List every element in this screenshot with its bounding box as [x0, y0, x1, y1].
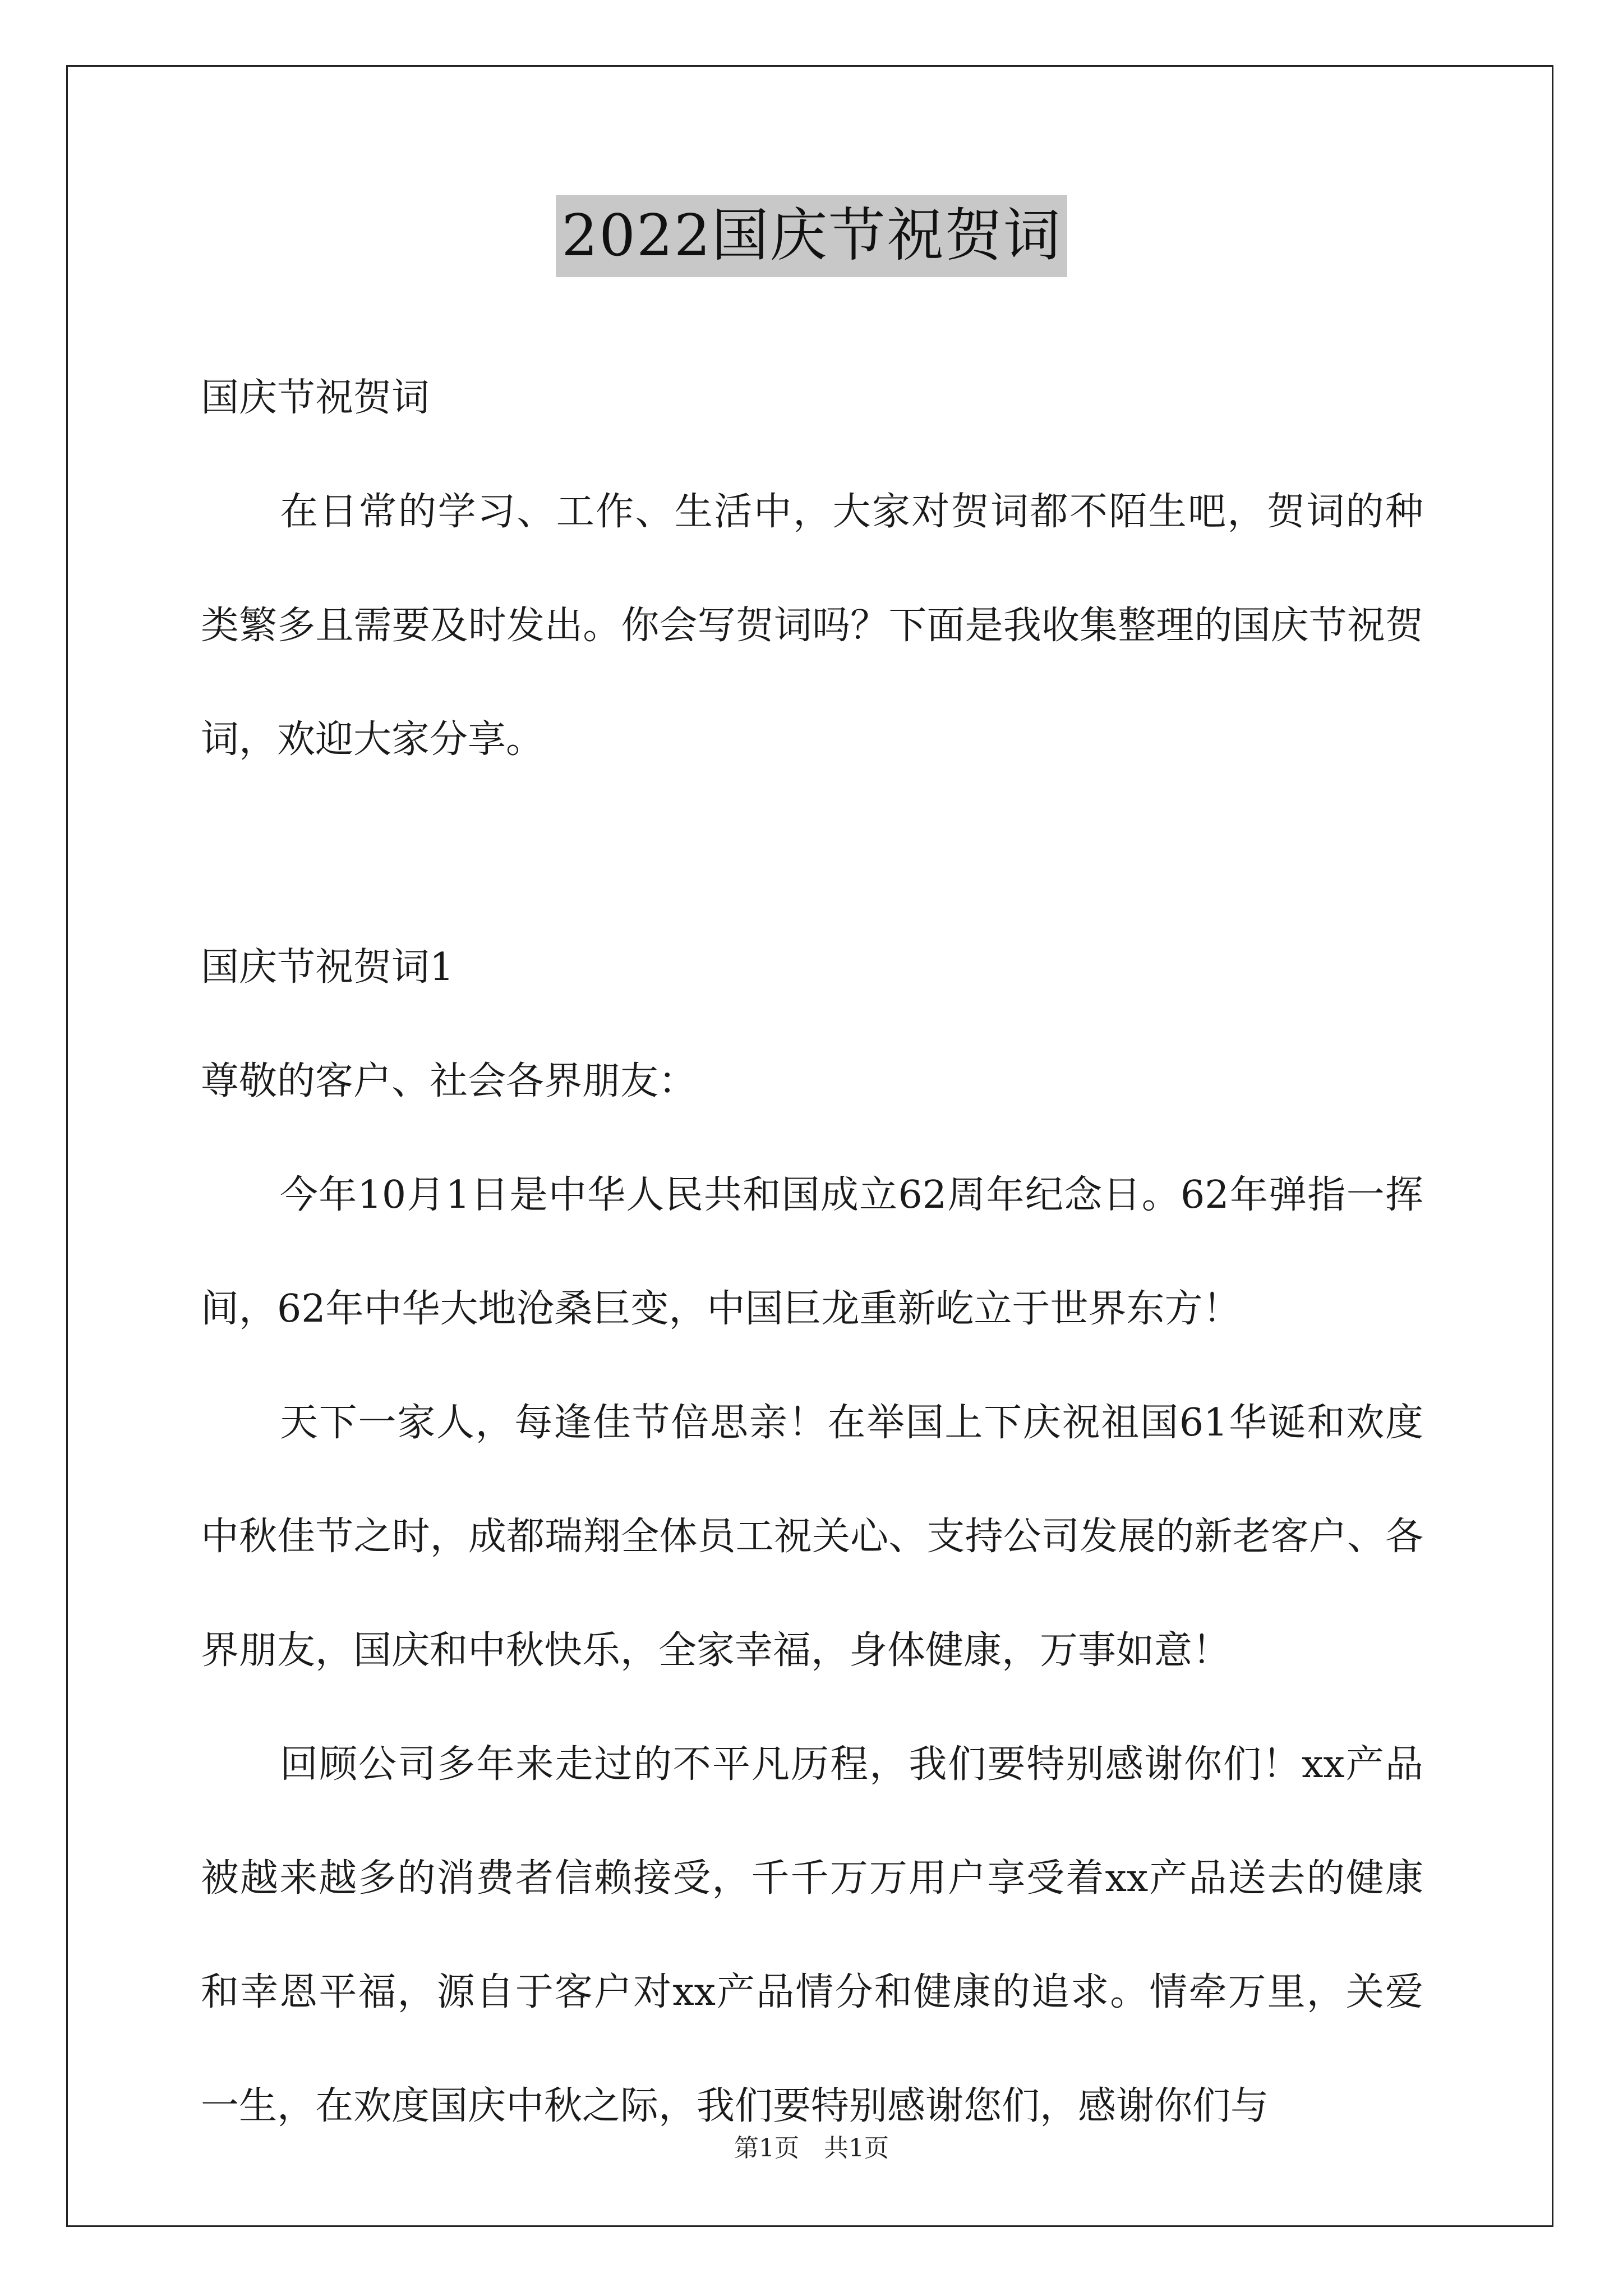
document-title: 2022国庆节祝贺词 — [556, 195, 1067, 277]
salutation: 尊敬的客户、社会各界朋友： — [201, 1059, 697, 1103]
paragraph-subtitle: 国庆节祝贺词 — [201, 376, 430, 420]
paragraph-body: 今年10月1日是中华人民共和国成立62周年纪念日。62年弹指一挥间，62年中华大地沧桑巨变，中国巨龙重新屹立于世界东方！ — [201, 1173, 1423, 1331]
paragraph-body: 回顾公司多年来走过的不平凡历程，我们要特别感谢你们！xx产品被越来越多的消费者信赖接受，千千万万用户享受着xx产品送去的健康和幸恩平福，源自于客户对xx产品情分和健康的追求。情牵万里，关爱一生，在欢度国庆中秋之际，我们要特别感谢您们，感谢你们与 — [201, 1742, 1423, 2128]
section-heading: 国庆节祝贺词1 — [201, 945, 454, 990]
paragraph-spacer — [201, 797, 1423, 910]
page-footer: 第1页 共1页 — [734, 2134, 889, 2162]
document-body — [201, 341, 1423, 2163]
paragraph-intro: 在日常的学习、工作、生活中，大家对贺词都不陌生吧，贺词的种类繁多且需要及时发出。你会写贺词吗？下面是我收集整理的国庆节祝贺词，欢迎大家分享。 — [201, 490, 1423, 762]
paragraph-body: 天下一家人，每逢佳节倍思亲！在举国上下庆祝祖国61华诞和欢度中秋佳节之时，成都瑞翔全体员工祝关心、支持公司发展的新老客户、各界朋友，国庆和中秋快乐，全家幸福，身体健康，万事如意！ — [201, 1401, 1423, 1673]
title-container — [0, 195, 1623, 277]
